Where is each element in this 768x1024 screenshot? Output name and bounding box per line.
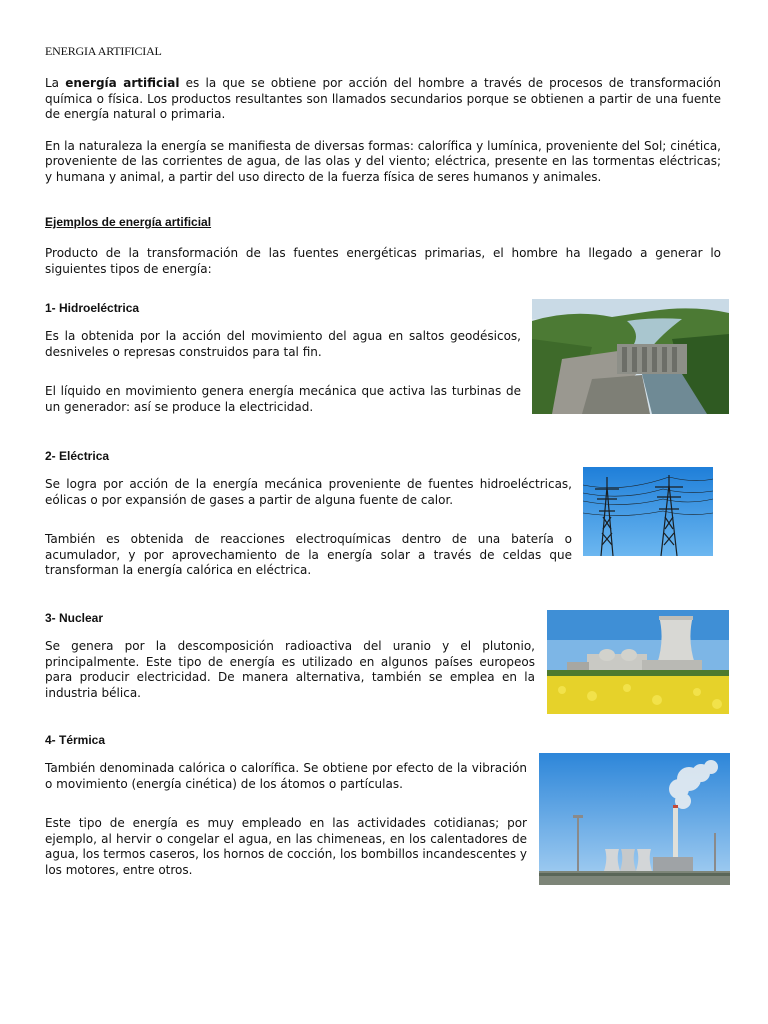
intro-rest: es la que se obtiene por acción del hombre a través de procesos de transformación química o física. Los productos resultantes son llamados secundarios porque se obtienen a partir de una fuente de energía natural o primaria. [45, 76, 721, 121]
section-paragraph: Se genera por la descomposición radioactiva del uranio y el plutonio, principalmente. Este tipo de energía es utilizado en algunos países europeos para producir electricidad. De manera alternativa, también se emplea en la industria bélica. [45, 639, 535, 700]
intro-lead: La [45, 76, 66, 90]
section-paragraph: También es obtenida de reacciones electroquímicas dentro de una batería o acumulador, y por aprovechamiento de la energía solar a través de celdas que transforman la energía calórica en eléctrica. [45, 532, 572, 577]
power-lines-photo [583, 467, 713, 556]
document-page [45, 44, 721, 893]
section-paragraph: Es la obtenida por la acción del movimiento del agua en saltos geodésicos, desniveles o represas construidos para tal fin. [45, 329, 521, 359]
intro-bold-term: energía artificial [65, 76, 180, 90]
examples-intro: Producto de la transformación de las fuentes energéticas primarias, el hombre ha llegado a generar lo siguientes tipos de energía: [45, 246, 721, 276]
document-title: ENERGIA ARTIFICIAL [45, 44, 162, 58]
section-hydroelectric [45, 301, 721, 449]
hydroelectric-dam-photo [532, 299, 729, 414]
section-nuclear [45, 611, 721, 733]
section-thermal [45, 733, 721, 893]
nuclear-plant-photo [547, 610, 729, 714]
section-title: 1- Hidroeléctrica [45, 301, 140, 315]
intro-paragraph [45, 76, 721, 123]
section-paragraph: El líquido en movimiento genera energía mecánica que activa las turbinas de un generador: así se produce la electricidad. [45, 384, 521, 414]
section-title: 3- Nuclear [45, 611, 104, 625]
section-title: 2- Eléctrica [45, 449, 110, 463]
section-paragraph: También denominada calórica o calorífica. Se obtiene por efecto de la vibración o movimiento (energía cinética) de los átomos o partículas. [45, 761, 527, 791]
section-paragraph: Se logra por acción de la energía mecánica proveniente de fuentes hidroeléctricas, eólicas o por expansión de gases a partir de alguna fuente de calor. [45, 477, 572, 507]
section-electric [45, 449, 721, 611]
examples-heading: Ejemplos de energía artificial [45, 215, 212, 229]
section-title: 4- Térmica [45, 733, 106, 747]
section-paragraph: Este tipo de energía es muy empleado en las actividades cotidianas; por ejemplo, al hervir o congelar el agua, en las chimeneas, en los calentadores de agua, los termos caseros, los hornos de cocción, los bombillos incandescentes y los motores, entre otros. [45, 816, 527, 877]
thermal-plant-photo [539, 753, 730, 885]
nature-paragraph: En la naturaleza la energía se manifiesta de diversas formas: calorífica y lumínica, proveniente del Sol; cinética, proveniente de las corrientes de agua, de las olas y del viento; eléctrica, presente en las tormentas eléctricas; y humana y animal, a partir del uso directo de la fuerza física de seres humanos y animales. [45, 138, 721, 184]
